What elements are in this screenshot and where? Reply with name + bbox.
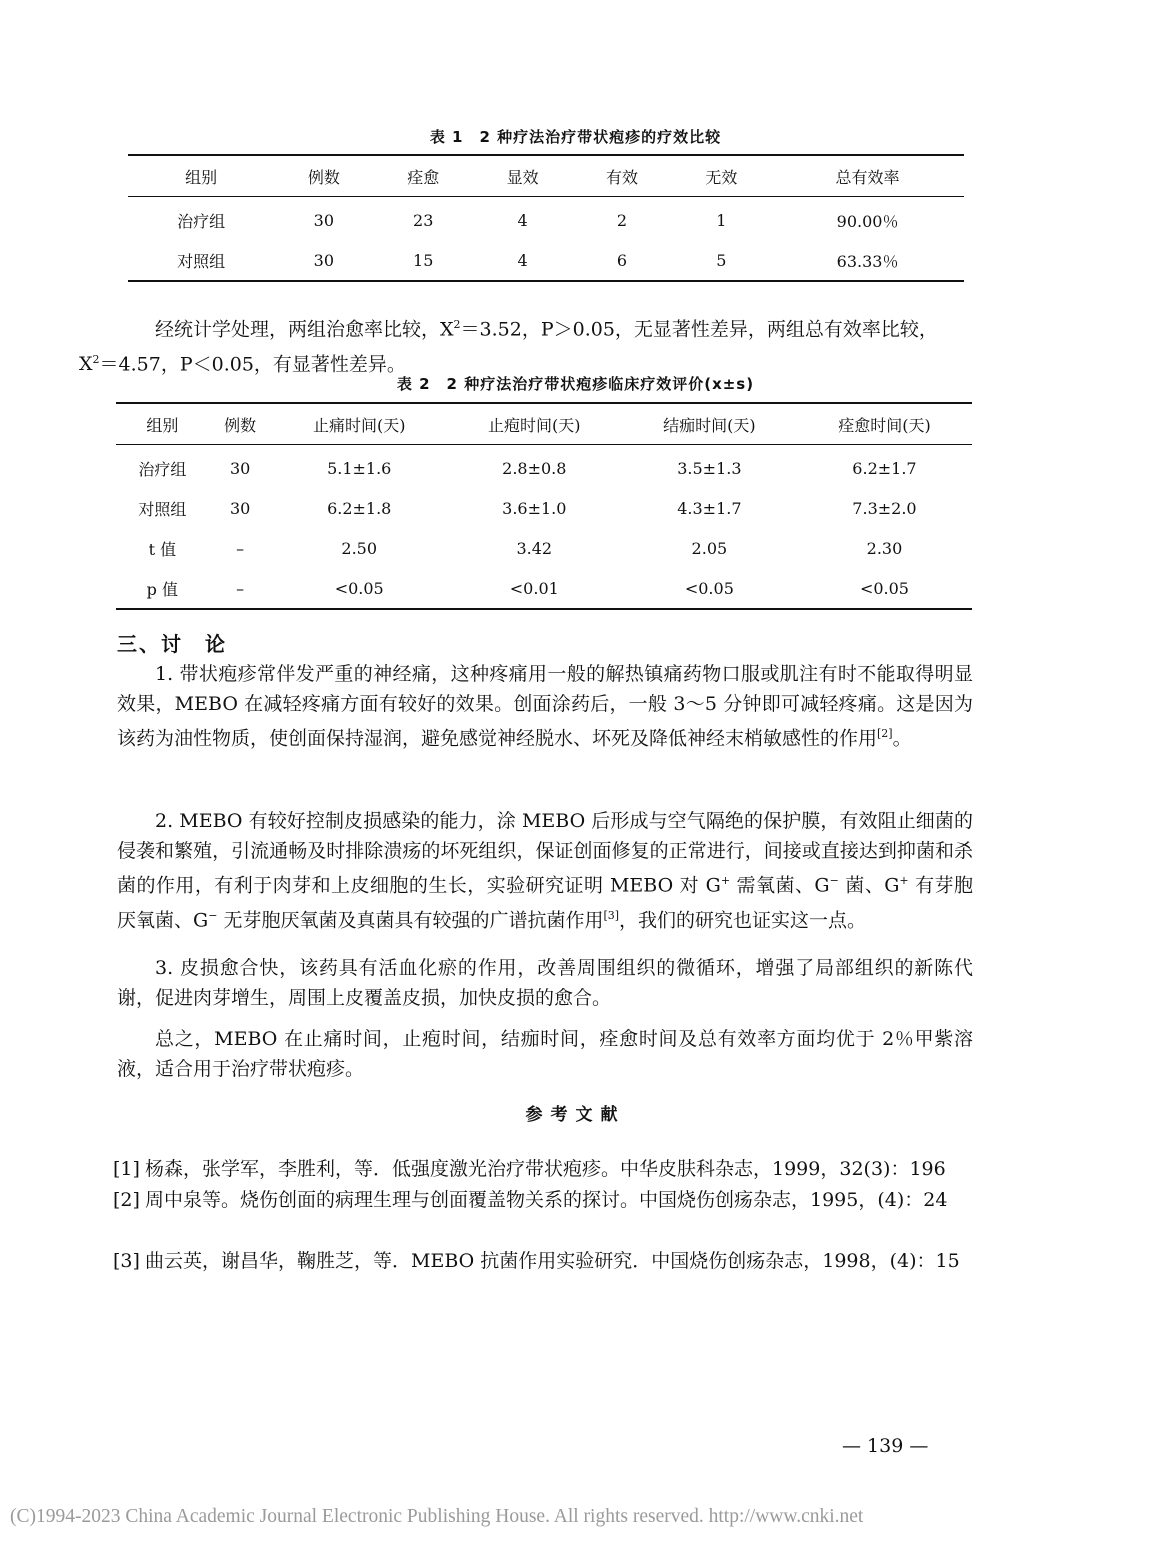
table2-header-cell: 痊愈时间(天) (797, 403, 972, 445)
table-cell: 5.1±1.6 (327, 458, 392, 478)
section-heading: 三、讨 论 (117, 632, 227, 656)
table1-header-cell: 组别 (128, 155, 274, 197)
table-cell: 3.5±1.3 (677, 458, 742, 478)
table-cell: 对照组 (138, 499, 187, 519)
table-row (116, 568, 972, 609)
reference-item (113, 1247, 973, 1277)
paragraph-text: 2. MEBO 有较好控制皮损感染的能力，涂 MEBO 后形成与空气隔绝的保护膜，有效阻止细菌的侵袭和繁殖，引流通畅及时排除溃疡的坏死组织，保证创面修复的正常进行，间接或直接达到抑菌和杀菌的作用，有利于肉芽和上皮细胞的生长，实验研究证明 MEBO 对 G (117, 810, 973, 897)
paragraph-text: 。 (892, 727, 912, 750)
stat-text: ＝3.52，P＞0.05，无显著性差异，两组总有效率比较， (460, 318, 938, 341)
table2-header-cell: 止疱时间(天) (447, 403, 622, 445)
table-cell: 5 (716, 250, 727, 270)
table-cell: 3.42 (516, 538, 553, 558)
table2-header-cell: 结痂时间(天) (622, 403, 797, 445)
stat-text: X (79, 353, 93, 376)
paragraph-text: 有芽胞厌氧菌、G (117, 874, 974, 932)
reference-text: 曲云英，谢昌华，鞠胜芝，等．MEBO 抗菌作用实验研究．中国烧伤创疡杂志，1998，(4)：15 (145, 1250, 960, 1272)
table-cell: <0.05 (859, 578, 909, 598)
superscript: + (899, 874, 909, 887)
reference-number: [3] (113, 1250, 140, 1272)
table-cell: 对照组 (177, 251, 226, 271)
table-row (128, 240, 964, 281)
table1-header-cell: 总有效率 (771, 155, 964, 197)
table1 (128, 154, 964, 282)
table1-header-cell: 显效 (473, 155, 572, 197)
table-row (116, 445, 972, 489)
discussion-paragraph-1 (117, 660, 973, 754)
table-cell: 2.05 (691, 538, 728, 558)
table-cell: 1 (716, 210, 727, 230)
table1-header-row (128, 155, 964, 197)
reference-text: 周中泉等。烧伤创面的病理生理与创面覆盖物关系的探讨。中国烧伤创疡杂志，1995，(4)：24 (145, 1189, 948, 1211)
table-cell: 23 (413, 210, 434, 230)
citation: [2] (877, 727, 893, 740)
citation: [3] (603, 908, 620, 922)
page-number: — 139 — (842, 1435, 929, 1457)
table-cell: 3.6±1.0 (502, 498, 567, 518)
paragraph-text: ，我们的研究也证实这一点。 (619, 909, 867, 932)
references-heading: 参考文献 (525, 1105, 626, 1125)
table-cell: <0.01 (509, 578, 559, 598)
discussion-paragraph-3: 3. 皮损愈合快，该药具有活血化瘀的作用，改善周围组织的微循环，增强了局部组织的新陈代谢，促进肉芽增生，周围上皮覆盖皮损，加快皮损的愈合。 (117, 957, 973, 1009)
table-cell: 治疗组 (177, 211, 226, 231)
table-cell: <0.05 (684, 578, 734, 598)
table2-caption: 表 2 2 种疗法治疗带状疱疹临床疗效评价(x±s) (396, 375, 755, 393)
table2-header-cell: 组别 (116, 403, 209, 445)
table-cell: 30 (229, 458, 251, 478)
table-row (116, 488, 972, 528)
reference-number: [1] (113, 1158, 140, 1180)
table-cell: – (236, 538, 245, 558)
superscript: 2 (92, 352, 100, 366)
table-cell: 治疗组 (138, 459, 187, 479)
table-cell: 4 (517, 210, 528, 230)
superscript: + (720, 874, 731, 887)
conclusion-paragraph: 总之，MEBO 在止痛时间，止疱时间，结痂时间，痊愈时间及总有效率方面均优于 2％甲紫溶液，适合用于治疗带状疱疹。 (117, 1028, 973, 1080)
table-cell: 6.2±1.8 (327, 498, 392, 518)
table2-header-row (116, 403, 972, 445)
copyright-footer: (C)1994-2023 China Academic Journal Electronic Publishing House. All rights reserved. http://www.cnki.net (10, 1506, 864, 1527)
table-cell: 6 (616, 250, 628, 270)
table-cell: 30 (229, 498, 251, 518)
table-cell: <0.05 (334, 578, 384, 598)
stat-text: ＝4.57，P＜0.05，有显著性差异。 (99, 353, 406, 376)
discussion-paragraph-2 (117, 807, 973, 936)
table2 (116, 402, 972, 610)
table1-header-cell: 有效 (572, 155, 671, 197)
table-cell: 2.50 (341, 538, 378, 558)
table-cell: 15 (413, 250, 434, 270)
paragraph-text: 无芽胞厌氧菌及真菌具有较强的广谱抗菌作用 (217, 909, 604, 932)
table-cell: – (236, 578, 245, 598)
paragraph-text: 1. 带状疱疹常伴发严重的神经痛，这种疼痛用一般的解热镇痛药物口服或肌注有时不能取得明显效果，MEBO 在减轻疼痛方面有较好的效果。创面涂药后，一般 3～5 分钟即可减轻疼痛。这是因为该药为油性物质，使创面保持湿润，避免感觉神经脱水、坏死及降低神经末梢敏感性的作用 (117, 663, 973, 750)
reference-item (113, 1155, 973, 1185)
table-cell: 7.3±2.0 (852, 498, 917, 518)
table-cell: 6.2±1.7 (852, 458, 917, 478)
table-cell: 30 (313, 250, 335, 270)
table-cell: t 值 (148, 539, 177, 559)
table-cell: 90.00％ (836, 211, 899, 231)
table1-caption: 表 1 2 种疗法治疗带状疱疹的疗效比较 (429, 128, 722, 146)
superscript: − (208, 908, 218, 922)
paragraph-text: 需氧菌、G (730, 874, 830, 897)
table-cell: 4.3±1.7 (677, 498, 742, 518)
stat-text: 经统计学处理，两组治愈率比较，X (155, 318, 454, 341)
table1-header-cell: 无效 (672, 155, 771, 197)
table2-header-cell: 例数 (209, 403, 272, 445)
paragraph-text: 菌、G (838, 874, 900, 897)
table-cell: 63.33％ (836, 251, 899, 271)
table-cell: 30 (313, 210, 335, 230)
table-row (128, 197, 964, 241)
table-cell: 2 (616, 210, 628, 230)
table-cell: 2.8±0.8 (502, 458, 567, 478)
table-cell: 4 (517, 250, 528, 270)
table-cell: p 值 (146, 579, 178, 599)
table-cell: 2.30 (866, 538, 903, 558)
reference-item (113, 1186, 973, 1216)
table2-header-cell: 止痛时间(天) (272, 403, 447, 445)
table1-header-cell: 例数 (274, 155, 373, 197)
table1-header-cell: 痊愈 (374, 155, 473, 197)
superscript: − (829, 874, 839, 887)
table-row (116, 528, 972, 568)
statistics-paragraph (79, 310, 973, 380)
superscript: 2 (453, 318, 461, 331)
reference-text: 杨森，张学军，李胜利，等．低强度激光治疗带状疱疹。中华皮肤科杂志，1999，32(3)：196 (145, 1158, 946, 1180)
reference-number: [2] (113, 1189, 140, 1211)
